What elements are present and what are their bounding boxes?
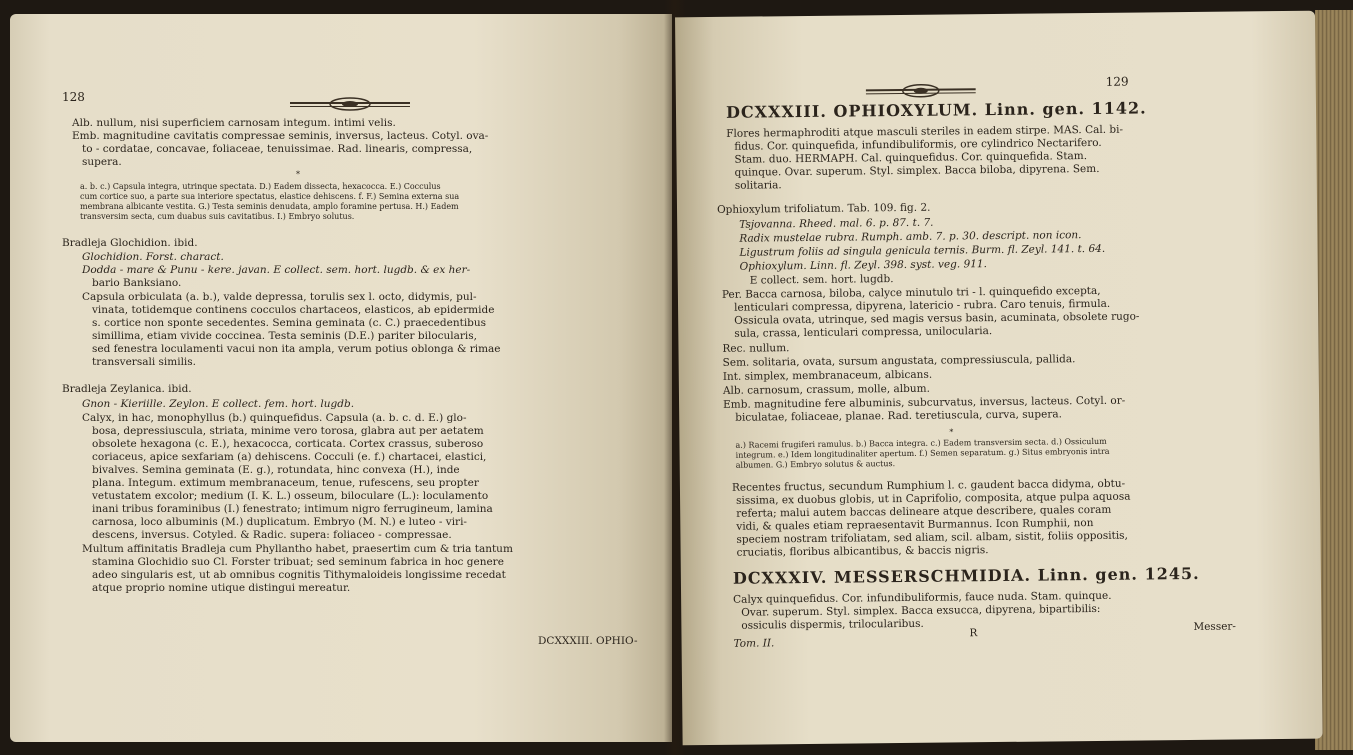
text-line: Capsula orbiculata (a. b.), valde depressa, torulis sex l. octo, didymis, pul- — [82, 291, 477, 303]
species-heading: Bradleja Zeylanica. ibid. — [62, 383, 192, 395]
text-line: Ossicula ovata, utrinque, sed magis versus basin, acuminata, obsolete rugo- — [734, 310, 1140, 327]
text-line: lenticulari compressa, dipyrena, latericio - rubra. Caro tenuis, firmula. — [733, 297, 1111, 314]
footnote-line: a.) Racemi frugiferi ramulus. b.) Bacca integra. c.) Eadem transversim secta. d.) Ossiculum — [735, 436, 1107, 450]
text-line: sed fenestra loculamenti vacui non ita ampla, verum potius oblonga & rimae — [92, 343, 501, 355]
text-line: bario Banksiano. — [92, 277, 182, 289]
header-ornament — [866, 82, 976, 99]
text-line: obsolete hexagona (c. E.), hexacocca, corticata. Cortex crassus, suberoso — [92, 438, 484, 450]
text-line: Tsjovanna. Rheed. mal. 6. p. 87. t. 7. — [739, 216, 934, 231]
asterisk: * — [949, 427, 954, 437]
genus-heading: DCXXXIV. MESSERSCHMIDIA. Linn. gen. 1245. — [732, 563, 1200, 588]
text-line: vetustatem excolor; medium (I. K. L.) osseum, biloculare (L.): loculamento — [92, 490, 489, 502]
text-line: bosa, depressiuscula, striata, minime vero torosa, glabra aut per aetatem — [92, 425, 484, 437]
text-line: descens, inversus. Cotyled. & Radic. supera: foliaceo - compressae. — [92, 529, 452, 541]
asterisk: * — [296, 170, 300, 179]
text-line: Alb. carnosum, crassum, molle, album. — [722, 382, 930, 397]
species-heading: Ophioxylum trifoliatum. Tab. 109. fig. 2. — [716, 201, 931, 216]
text-line: Multum affinitatis Bradleja cum Phyllantho habet, praesertim cum & tria tantum — [82, 543, 513, 555]
text-line: ossiculis dispermis, trilocularibus. — [741, 617, 924, 632]
text-line: inani tribus foraminibus (I.) fenestrato; intimum nigro ferrugineum, lamina — [92, 503, 493, 515]
text-line: Dodda - mare & Punu - kere. javan. E collect. sem. hort. lugdb. & ex her- — [82, 264, 471, 276]
footnote-line: membrana albicante vestita. G.) Testa seminis denudata, amplo foramine pertusa. H.) Eadem — [80, 202, 459, 211]
text-line: s. cortice non sponte secedentes. Semina geminata (c. C.) praecedentibus — [92, 317, 487, 329]
text-line: Emb. magnitudine cavitatis compressae seminis, inversus, lacteus. Cotyl. ova- — [72, 130, 489, 142]
text-line: adeo singularis est, ut ab omnibus cognitis Tithymaloideis longissime recedat — [92, 569, 506, 581]
catchword: DCXXXIII. OPHIO- — [538, 635, 638, 647]
text-line: Rec. nullum. — [722, 342, 790, 355]
text-line: sula, crassa, lenticulari compressa, unilocularia. — [734, 325, 993, 340]
text-line: solitaria. — [734, 179, 782, 192]
text-line: transversali similis. — [92, 356, 197, 368]
left-page — [10, 14, 672, 742]
text-line: plana. Integum. extimum membranaceum, tenue, rufescens, seu propter — [92, 477, 479, 489]
text-line: Ligustrum foliis ad singula genicula ternis. Burm. fl. Zeyl. 141. t. 64. — [739, 242, 1106, 259]
text-line: Recentes fructus, secundum Rumphium l. c. gaudent bacca didyma, obtu- — [731, 477, 1126, 494]
text-line: Per. Bacca carnosa, biloba, calyce minutulo tri - l. quinquefido excepta, — [721, 284, 1101, 301]
genus-heading: DCXXXIII. OPHIOXYLUM. Linn. gen. 1142. — [725, 98, 1147, 122]
text-line: supera. — [82, 156, 122, 168]
right-page — [675, 11, 1323, 746]
text-line: simillima, etiam vivide coccinea. Testa seminis (D.E.) pariter bilocularis, — [92, 330, 478, 342]
header-ornament — [290, 96, 410, 112]
footnote-line: transversim secta, cum duabus suis cavitatibus. I.) Embryo solutus. — [80, 212, 355, 221]
species-heading: Bradleja Glochidion. ibid. — [62, 237, 198, 249]
text-line: E collect. sem. hort. lugdb. — [749, 273, 894, 287]
footnote-line: albumen. G.) Embryo solutus & auctus. — [735, 459, 896, 470]
text-line: atque proprio nomine utique distingui mereatur. — [92, 582, 351, 594]
text-line: Alb. nullum, nisi superficiem carnosam integum. intimi velis. — [72, 117, 396, 129]
footnote-line: integrum. e.) Idem longitudinaliter apertum. f.) Semen separatum. g.) Situs embryonis intra — [735, 446, 1110, 460]
right-page-number: 129 — [1105, 74, 1129, 89]
text-line: biculatae, foliaceae, planae. Rad. teretiuscula, curva, supera. — [735, 408, 1063, 424]
text-line: sissima, ex duobus globis, ut in Caprifolio, composita, atque pulpa aquosa — [736, 490, 1131, 507]
signature-mark: R — [969, 627, 978, 640]
text-line: Int. simplex, membranaceum, albicans. — [722, 368, 933, 383]
text-line: Glochidion. Forst. charact. — [82, 251, 224, 263]
text-line: Sem. solitaria, ovata, sursum angustata, compressiuscula, pallida. — [722, 353, 1076, 369]
text-line: cruciatis, floribus albicantibus, & baccis nigris. — [736, 544, 989, 559]
text-line: carnosa, loco albuminis (M.) duplicatum. Embryo (M. N.) e luteo - viri- — [92, 516, 467, 528]
text-line: vidi, & quales etiam repraesentavit Burmannus. Icon Rumphii, non — [736, 516, 1094, 533]
text-line: stamina Glochidio suo Cl. Forster tribuat; sed seminum fabrica in hoc genere — [92, 556, 504, 568]
text-line: Calyx quinquefidus. Cor. infundibuliformis, fauce nuda. Stam. quinque. — [733, 589, 1112, 606]
text-line: bivalves. Semina geminata (E. g.), rotundata, hinc convexa (H.), inde — [92, 464, 460, 476]
text-line: Radix mustelae rubra. Rumph. amb. 7. p. 30. descript. non icon. — [739, 229, 1082, 245]
text-line: Flores hermaphroditi atque masculi steriles in eadem stirpe. MAS. Cal. bi- — [726, 123, 1124, 140]
text-line: to - cordatae, concavae, foliaceae, tenuissimae. Rad. linearis, compressa, — [82, 143, 473, 155]
footnote-line: cum cortice suo, a parte sua interiore spectatus, elastice dehiscens. f. F.) Semina externa sua — [80, 192, 460, 201]
text-line: Calyx, in hac, monophyllus (b.) quinquefidus. Capsula (a. b. c. d. E.) glo- — [82, 412, 467, 424]
text-line: Stam. duo. HERMAPH. Cal. quinquefidus. Cor. quinquefida. Stam. — [734, 150, 1088, 166]
text-line: referta; malui autem baccas delineare atque describere, quales coram — [736, 503, 1112, 520]
text-line: vinata, totidemque continens cocculos chartaceos, elasticos, ab epidermide — [92, 304, 495, 316]
text-line: fidus. Cor. quinquefida, infundibuliformis, ore cylindrico Nectarifero. — [734, 136, 1102, 153]
text-line: speciem nostram trifoliatam, sed aliam, scil. albam, sistit, foliis oppositis, — [736, 529, 1128, 546]
text-line: Emb. magnitudine fere albuminis, subcurvatus, inversus, lacteus. Cotyl. or- — [723, 394, 1126, 411]
left-page-number: 128 — [62, 90, 85, 104]
text-line: Ovar. superum. Styl. simplex. Bacca exsucca, dipyrena, bipartibilis: — [741, 602, 1101, 619]
text-line: Gnon - Kieriille. Zeylon. E collect. fem. hort. lugdb. — [82, 398, 355, 410]
text-line: coriaceus, apice sexfariam (a) dehiscens. Cocculi (e. f.) chartacei, elastici, — [92, 451, 487, 463]
footnote-line: a. b. c.) Capsula integra, utrinque spectata. D.) Eadem dissecta, hexacocca. E.) Cocculus — [80, 182, 441, 191]
catchword: Messer- — [1193, 620, 1237, 633]
signature-line: Tom. II. — [733, 637, 775, 650]
text-line: quinque. Ovar. superum. Styl. simplex. Bacca biloba, dipyrena. Sem. — [734, 162, 1100, 179]
text-line: Ophioxylum. Linn. fl. Zeyl. 398. syst. veg. 911. — [739, 258, 987, 273]
